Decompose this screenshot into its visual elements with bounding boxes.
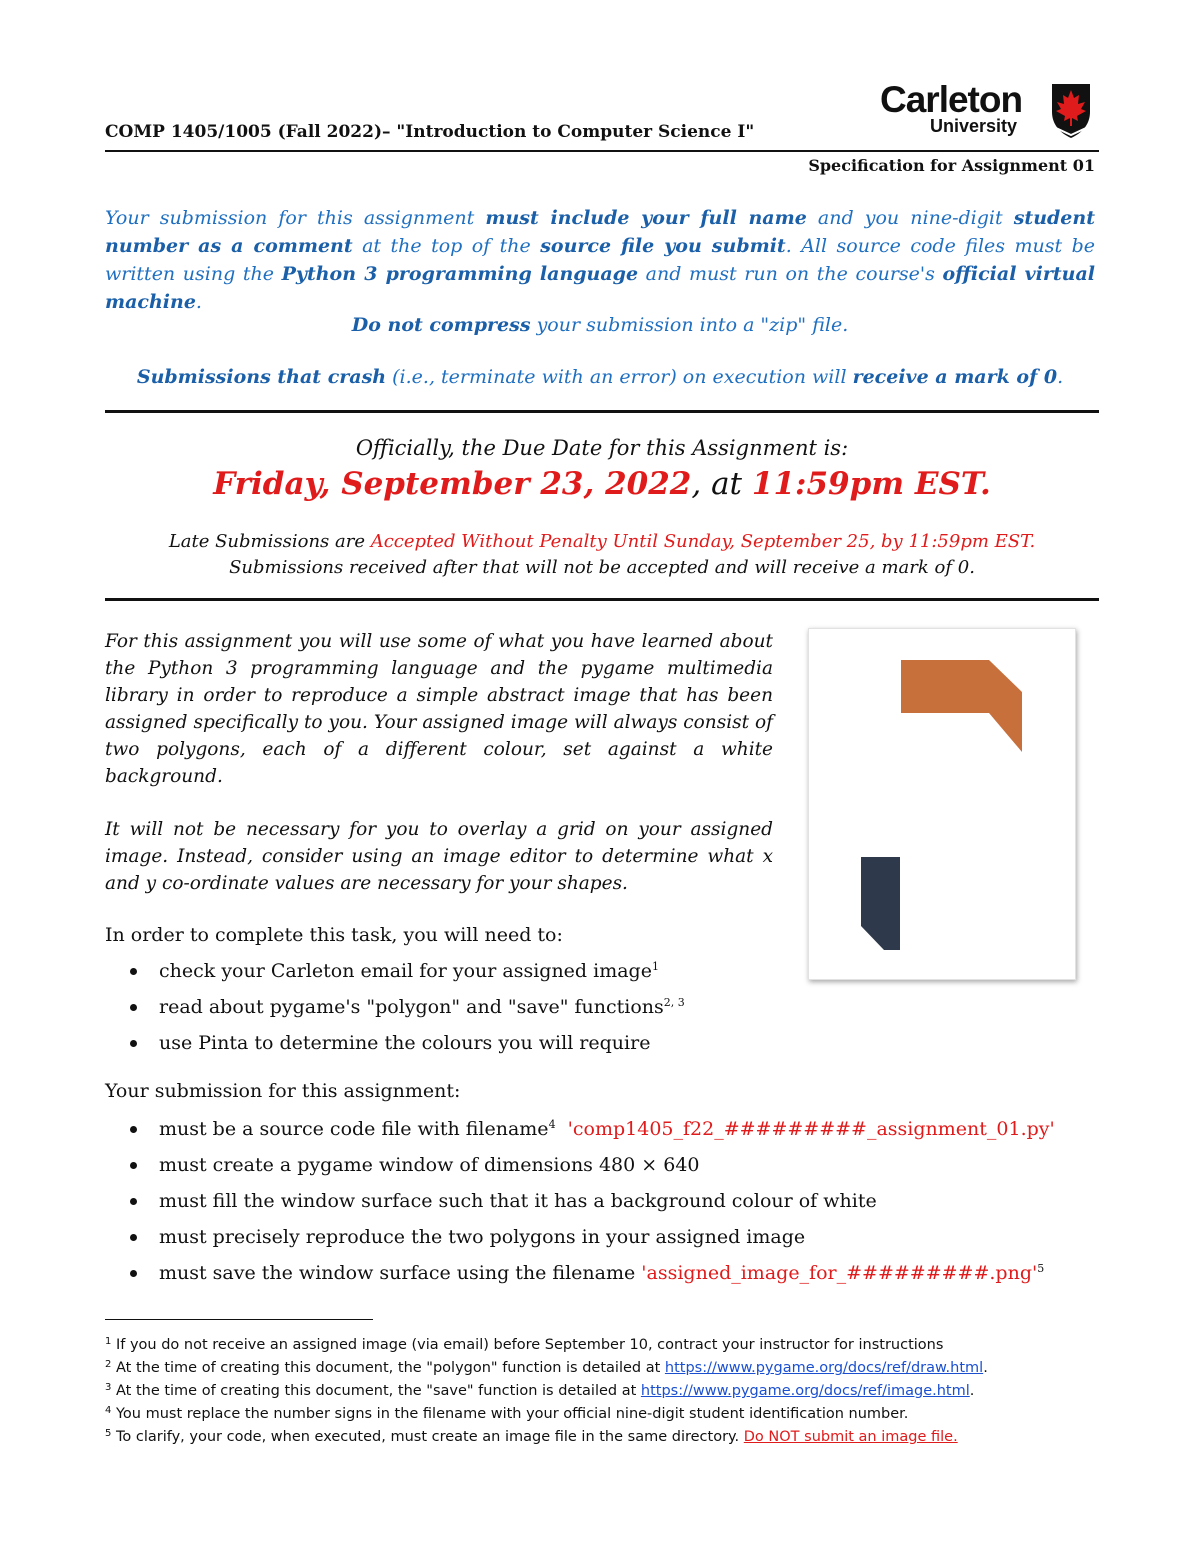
- notice-segment: Python 3 programming language: [281, 263, 639, 285]
- spec-title: Specification for Assignment 01: [808, 156, 1095, 175]
- course-title: COMP 1405/1005 (Fall 2022)– "Introduction to Computer Science I": [105, 122, 755, 142]
- list-item: must fill the window surface such that it has a background colour of white: [105, 1183, 1055, 1219]
- no-zip-notice: [105, 311, 1095, 339]
- due-time: 11:59pm EST.: [751, 466, 991, 502]
- requirements-list: [105, 1111, 1055, 1291]
- maple-leaf-shield-icon: [1048, 82, 1094, 140]
- draw-docs-link[interactable]: https://www.pygame.org/docs/ref/draw.html: [664, 1360, 984, 1376]
- notice-segment: receive a mark of 0: [852, 366, 1058, 388]
- late-prefix: Late Submissions are: [168, 531, 371, 552]
- notice-segment: Your submission for this assignment: [105, 207, 486, 229]
- notice-segment: . All source code files must be written using the: [105, 235, 1095, 285]
- footnote-2: $^2$ At the time of creating this document, the "polygon" function is detailed at https://www.pygame.org/docs/ref/draw.html.: [105, 1359, 988, 1376]
- submission-heading: Your submission for this assignment:: [105, 1080, 461, 1102]
- list-item: must create a pygame window of dimensions 480 × 640: [105, 1147, 1055, 1183]
- list-item: must save the window surface using the filename '$assigned\_image\_for\_\#\#\#\#\#\#\#\#\#.png'^5$: [105, 1255, 1055, 1291]
- crash-notice: [105, 363, 1095, 391]
- notice-segment: at the top of the: [352, 235, 541, 257]
- notice-segment: Do not compress: [351, 314, 531, 336]
- footnote-3: $^3$ At the time of creating this document, the "save" function is detailed at https://www.pygame.org/docs/ref/image.html.: [105, 1382, 975, 1399]
- notice-segment: your submission into a "zip" file.: [530, 314, 849, 336]
- tasks-heading: In order to complete this task, you will need to:: [105, 924, 563, 946]
- due-at: , at: [691, 466, 752, 502]
- notice-segment: source file you submit: [540, 235, 786, 257]
- notice-segment: .: [195, 291, 202, 313]
- footnote-5: $^5$ To clarify, your code, when executed, must create an image file in the same directory. Do NOT submit an image file.: [105, 1428, 958, 1445]
- footnote-rule: [105, 1319, 373, 1320]
- section-rule-1: [105, 410, 1099, 413]
- notice-segment: (i.e., terminate with an error) on execution will: [386, 366, 853, 388]
- submission-notice: [105, 204, 1095, 316]
- logo-university: University: [930, 116, 1018, 136]
- due-intro: Officially, the Due Date for this Assignment is:: [355, 436, 849, 460]
- logo-name: Carleton: [880, 79, 1023, 120]
- list-item: must be a source code file with filename$^4$ 'comp1405_f22_#########_assignment_01.py': [105, 1111, 1055, 1147]
- no-image-warning: Do NOT submit an image file.: [743, 1429, 958, 1445]
- late-policy: [105, 531, 1099, 552]
- sample-polygons: [809, 629, 1075, 979]
- list-item: check your Carleton email for your assigned image$^1$: [105, 953, 685, 989]
- late-window: Accepted Without Penalty Until Sunday, September 25, by 11:59pm EST.: [370, 531, 1036, 552]
- notice-segment: official virtual machine: [105, 263, 1095, 313]
- carleton-logo: [880, 80, 1095, 140]
- filename-code: 'comp1405_f22_#########_assignment_01.py': [567, 1118, 1055, 1140]
- navy-polygon: [861, 857, 900, 950]
- list-item: must precisely reproduce the two polygons in your assigned image: [105, 1219, 1055, 1255]
- late-cutoff: Submissions received after that will not be accepted and will receive a mark of 0.: [229, 557, 975, 578]
- due-date: Friday, September 23, 2022: [213, 466, 692, 502]
- notice-segment: and must run on the course's: [638, 263, 943, 285]
- notice-segment: .: [1057, 366, 1064, 388]
- list-item: use Pinta to determine the colours you will require: [105, 1025, 685, 1061]
- sample-image: [808, 628, 1076, 980]
- orange-polygon: [901, 660, 1022, 752]
- footnote-1: $^1$ If you do not receive an assigned image (via email) before September 10, contract your instructor for instructions: [105, 1336, 944, 1353]
- intro-paragraph: For this assignment you will use some of what you have learned about the Python 3 programming language and the pygame multimedia library in order to reproduce a simple abstract image that has been assigned specifically to you. Your assigned image will always consist of two polygons, each of a different colour, set against a white background.: [105, 631, 773, 787]
- notice-segment: Submissions that crash: [136, 366, 387, 388]
- notice-segment: and you nine-digit: [806, 207, 1014, 229]
- list-item: read about pygame's "polygon" and "save" functions$^{2, 3}$: [105, 989, 685, 1025]
- tasks-list: [105, 953, 685, 1061]
- notice-segment: must include your full name: [485, 207, 807, 229]
- section-rule-2: [105, 598, 1099, 601]
- due-date-line: [105, 466, 1099, 502]
- header-rule: [105, 150, 1099, 152]
- grid-paragraph: It will not be necessary for you to overlay a grid on your assigned image. Instead, consider using an image editor to determine what x and y co-ordinate values are necessary for your shapes.: [105, 819, 773, 894]
- notice-segment: student number as a comment: [105, 207, 1095, 257]
- footnote-4: $^4$ You must replace the number signs in the filename with your official nine-digit student identification number.: [105, 1405, 909, 1422]
- image-docs-link[interactable]: https://www.pygame.org/docs/ref/image.html: [640, 1383, 970, 1399]
- image-filename: 'assigned_image_for_#########.png': [641, 1262, 1038, 1284]
